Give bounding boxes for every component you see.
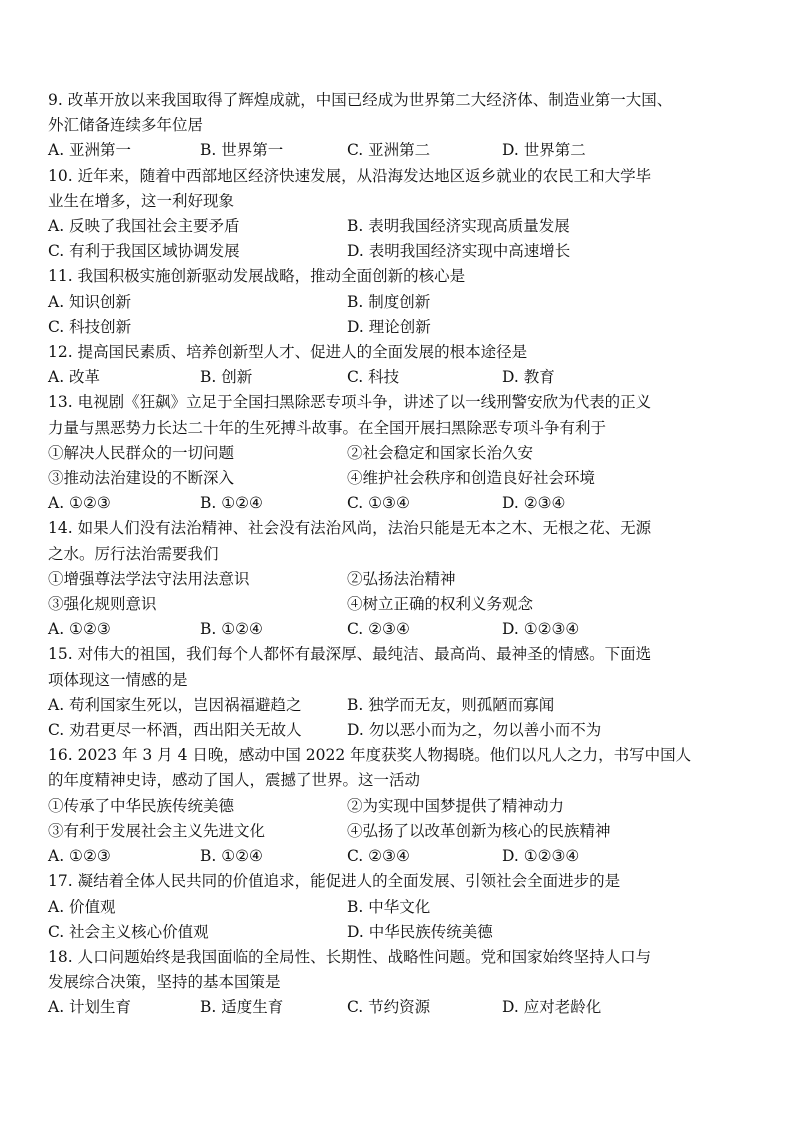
options-row	[48, 214, 754, 239]
answer-option[interactable]: B. 制度创新	[347, 292, 431, 311]
answer-option[interactable]: B. 独学而无友，则孤陋而寡闻	[347, 695, 555, 714]
options-row	[48, 617, 754, 642]
statement-item: ④维护社会秩序和创造良好社会环境	[347, 469, 596, 488]
answer-option[interactable]: C. ②③④	[347, 847, 410, 866]
answer-option[interactable]: C. 亚洲第二	[347, 141, 431, 160]
answer-option[interactable]: D. 理论创新	[347, 317, 431, 336]
answer-option[interactable]: A. 苟利国家生死以，岂因祸福避趋之	[48, 695, 302, 714]
answer-option[interactable]: C. ①③④	[347, 494, 410, 513]
options-row	[48, 365, 754, 390]
answer-option[interactable]: D. ②③④	[502, 494, 566, 513]
question-stem-line: 12. 提高国民素质、培养创新型人才、促进人的全面发展的根本途径是	[48, 343, 528, 362]
answer-option[interactable]: A. ①②③	[48, 494, 111, 513]
options-row	[48, 844, 754, 869]
question-stem-line: 13. 电视剧《狂飙》立足于全国扫黑除恶专项斗争，讲述了以一线刑警安欣为代表的正义	[48, 393, 652, 412]
answer-option[interactable]: A. 反映了我国社会主要矛盾	[48, 217, 240, 236]
question-stem-line: 业生在增多，这一利好现象	[48, 191, 235, 210]
statement-item: ②社会稳定和国家长治久安	[347, 443, 534, 462]
statement-row	[48, 567, 754, 592]
answer-option[interactable]: B. 中华文化	[347, 897, 431, 916]
question-block	[48, 340, 754, 390]
answer-option[interactable]: C. 劝君更尽一杯酒，西出阳关无故人	[48, 721, 302, 740]
options-row	[48, 995, 754, 1020]
question-stem-line: 10. 近年来，随着中西部地区经济快速发展，从沿海发达地区返乡就业的农民工和大学毕	[48, 166, 652, 185]
answer-option[interactable]: C. 节约资源	[347, 998, 431, 1017]
question-block	[48, 869, 754, 945]
question-stem-line: 11. 我国积极实施创新驱动发展战略，推动全面创新的核心是	[48, 267, 466, 286]
statement-row	[48, 441, 754, 466]
question-stem-line: 之水。厉行法治需要我们	[48, 544, 219, 563]
options-row	[48, 315, 754, 340]
answer-option[interactable]: B. ①②④	[200, 494, 263, 513]
options-row	[48, 138, 754, 163]
question-block	[48, 390, 754, 516]
statement-item: ④弘扬了以改革创新为核心的民族精神	[347, 821, 611, 840]
statement-row	[48, 819, 754, 844]
question-block	[48, 945, 754, 1021]
answer-option[interactable]: A. 知识创新	[48, 292, 132, 311]
statement-row	[48, 592, 754, 617]
question-stem-line: 9. 改革开放以来我国取得了辉煌成就，中国已经成为世界第二大经济体、制造业第一大国、	[48, 91, 673, 109]
question-stem-line: 15. 对伟大的祖国，我们每个人都怀有最深厚、最纯洁、最高尚、最神圣的情感。下面选	[48, 645, 652, 664]
options-row	[48, 895, 754, 920]
answer-option[interactable]: D. 应对老龄化	[502, 998, 602, 1017]
answer-option[interactable]: C. 有利于我国区域协调发展	[48, 242, 240, 261]
answer-option[interactable]: D. ①②③④	[502, 620, 580, 639]
options-row	[48, 290, 754, 315]
question-block	[48, 642, 754, 743]
question-stem-line: 的年度精神史诗，感动了国人，震撼了世界。这一活动	[48, 771, 421, 790]
question-stem-line: 18. 人口问题始终是我国面临的全局性、长期性、战略性问题。党和国家始终坚持人口与	[48, 947, 652, 966]
answer-option[interactable]: A. ①②③	[48, 847, 111, 866]
statement-item: ③有利于发展社会主义先进文化	[48, 821, 266, 840]
answer-option[interactable]: D. 教育	[502, 368, 555, 387]
question-stem-line: 力量与黑恶势力长达二十年的生死搏斗故事。在全国开展扫黑除恶专项斗争有利于	[48, 418, 607, 437]
question-block	[48, 743, 754, 869]
answer-option[interactable]: B. 表明我国经济实现高质量发展	[347, 217, 570, 236]
answer-option[interactable]: A. 价值观	[48, 897, 116, 916]
options-row	[48, 920, 754, 945]
question-block	[48, 516, 754, 642]
options-row	[48, 491, 754, 516]
answer-option[interactable]: B. 世界第一	[200, 141, 284, 160]
answer-option[interactable]: B. ①②④	[200, 847, 263, 866]
question-stem-line: 外汇储备连续多年位居	[48, 116, 204, 135]
answer-option[interactable]: C. 科技创新	[48, 317, 132, 336]
statement-row	[48, 794, 754, 819]
statement-item: ②弘扬法治精神	[347, 569, 456, 588]
statement-item: ③强化规则意识	[48, 595, 157, 614]
statement-item: ①解决人民群众的一切问题	[48, 443, 235, 462]
answer-option[interactable]: D. 中华民族传统美德	[347, 922, 493, 941]
answer-option[interactable]: D. 表明我国经济实现中高速增长	[347, 242, 571, 261]
statement-item: ②为实现中国梦提供了精神动力	[347, 796, 565, 815]
statement-item: ①传承了中华民族传统美德	[48, 796, 235, 815]
answer-option[interactable]: B. 创新	[200, 368, 253, 387]
answer-option[interactable]: B. 适度生育	[200, 998, 284, 1017]
answer-option[interactable]: D. 勿以恶小而为之，勿以善小而不为	[347, 721, 602, 740]
options-row	[48, 239, 754, 264]
answer-option[interactable]: A. 计划生育	[48, 998, 132, 1017]
question-stem-line: 发展综合决策，坚持的基本国策是	[48, 973, 281, 992]
statement-item: ③推动法治建设的不断深入	[48, 469, 235, 488]
statement-item: ④树立正确的权利义务观念	[347, 595, 534, 614]
answer-option[interactable]: A. 改革	[48, 368, 101, 387]
answer-option[interactable]: C. ②③④	[347, 620, 410, 639]
question-block	[48, 164, 754, 265]
answer-option[interactable]: D. ①②③④	[502, 847, 580, 866]
options-row	[48, 693, 754, 718]
question-stem-line: 项体现这一情感的是	[48, 670, 188, 689]
statement-item: ①增强尊法学法守法用法意识	[48, 569, 250, 588]
question-block	[48, 88, 754, 164]
question-stem-line: 16. 2023 年 3 月 4 日晚，感动中国 2022 年度获奖人物揭晓。他们以凡人之力，书写中国人	[48, 746, 692, 765]
answer-option[interactable]: A. 亚洲第一	[48, 141, 132, 160]
answer-option[interactable]: C. 科技	[347, 368, 400, 387]
question-block	[48, 264, 754, 340]
statement-row	[48, 466, 754, 491]
options-row	[48, 718, 754, 743]
question-stem-line: 17. 凝结着全体人民共同的价值追求，能促进人的全面发展、引领社会全面进步的是	[48, 872, 621, 891]
answer-option[interactable]: D. 世界第二	[502, 141, 586, 160]
question-stem-line: 14. 如果人们没有法治精神、社会没有法治风尚，法治只能是无本之木、无根之花、无源	[48, 519, 652, 538]
answer-option[interactable]: B. ①②④	[200, 620, 263, 639]
answer-option[interactable]: C. 社会主义核心价值观	[48, 922, 209, 941]
answer-option[interactable]: A. ①②③	[48, 620, 111, 639]
